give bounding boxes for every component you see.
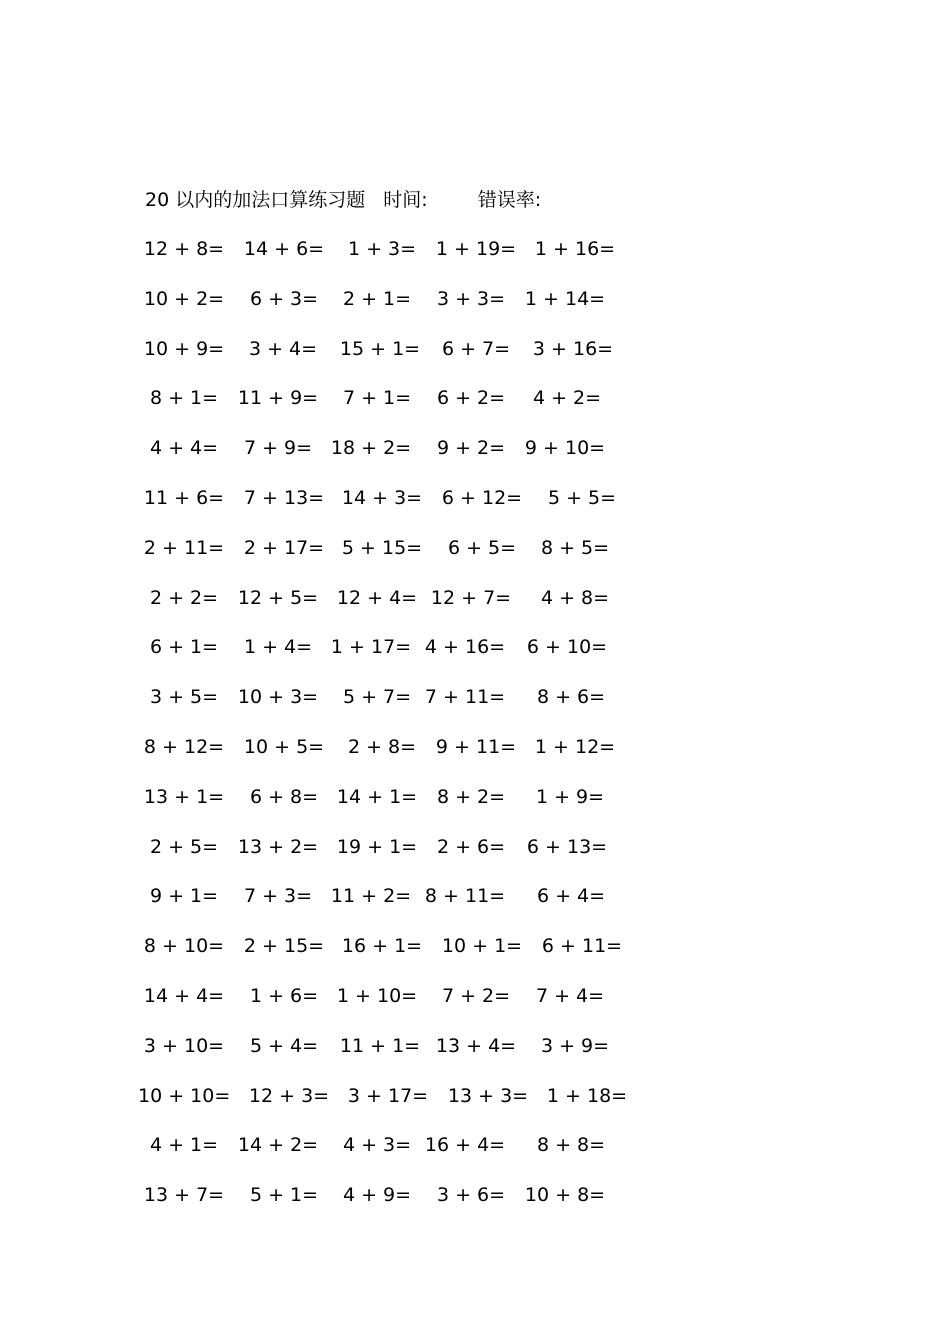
problem-row bbox=[0, 1131, 950, 1181]
problem-row bbox=[0, 335, 950, 385]
addition-problem: 3 + 5= bbox=[149, 686, 219, 709]
addition-problem: 7 + 11= bbox=[424, 686, 506, 709]
addition-problem: 3 + 4= bbox=[248, 337, 318, 360]
addition-problem: 6 + 8= bbox=[249, 785, 319, 808]
addition-problem: 2 + 2= bbox=[149, 586, 219, 609]
addition-problem: 12 + 5= bbox=[237, 586, 319, 609]
addition-problem: 2 + 11= bbox=[143, 536, 225, 559]
error-rate-label: 错误率: bbox=[477, 189, 542, 211]
addition-problem: 14 + 2= bbox=[237, 1134, 319, 1157]
addition-problem: 6 + 10= bbox=[526, 636, 608, 659]
addition-problem: 8 + 12= bbox=[143, 735, 225, 758]
addition-problem: 3 + 17= bbox=[347, 1084, 429, 1107]
addition-problem: 6 + 2= bbox=[436, 387, 506, 410]
addition-problem: 14 + 1= bbox=[336, 785, 418, 808]
addition-problem: 6 + 12= bbox=[441, 486, 523, 509]
addition-problem: 11 + 1= bbox=[339, 1034, 421, 1057]
time-label: 时间: bbox=[383, 189, 428, 211]
addition-problem: 16 + 4= bbox=[424, 1134, 506, 1157]
addition-problem: 13 + 1= bbox=[143, 785, 225, 808]
problem-row bbox=[0, 285, 950, 335]
addition-problem: 4 + 1= bbox=[149, 1134, 219, 1157]
problem-row bbox=[0, 1181, 950, 1231]
addition-problem: 13 + 2= bbox=[237, 835, 319, 858]
addition-problem: 12 + 7= bbox=[430, 586, 512, 609]
problem-row bbox=[0, 733, 950, 783]
addition-problem: 4 + 4= bbox=[149, 437, 219, 460]
addition-problem: 2 + 1= bbox=[342, 287, 412, 310]
addition-problem: 1 + 10= bbox=[336, 984, 418, 1007]
addition-problem: 7 + 2= bbox=[441, 984, 511, 1007]
addition-problem: 16 + 1= bbox=[341, 935, 423, 958]
addition-problem: 8 + 10= bbox=[143, 935, 225, 958]
addition-problem: 6 + 1= bbox=[149, 636, 219, 659]
addition-problem: 11 + 6= bbox=[143, 486, 225, 509]
addition-problem: 5 + 15= bbox=[341, 536, 423, 559]
addition-problem: 7 + 13= bbox=[243, 486, 325, 509]
addition-problem: 6 + 5= bbox=[447, 536, 517, 559]
addition-problem: 3 + 10= bbox=[143, 1034, 225, 1057]
worksheet-title: 20 以内的加法口算练习题 bbox=[145, 189, 366, 211]
problem-row bbox=[0, 1032, 950, 1082]
problem-row bbox=[0, 833, 950, 883]
addition-problem: 6 + 11= bbox=[541, 935, 623, 958]
worksheet-header bbox=[145, 186, 541, 214]
addition-problem: 13 + 4= bbox=[435, 1034, 517, 1057]
addition-problem: 3 + 9= bbox=[540, 1034, 610, 1057]
addition-problem: 2 + 15= bbox=[243, 935, 325, 958]
addition-problem: 8 + 11= bbox=[424, 885, 506, 908]
problem-row bbox=[0, 882, 950, 932]
addition-problem: 3 + 3= bbox=[436, 287, 506, 310]
problem-row bbox=[0, 982, 950, 1032]
addition-problem: 4 + 3= bbox=[342, 1134, 412, 1157]
addition-problem: 9 + 10= bbox=[524, 437, 606, 460]
addition-problem: 12 + 3= bbox=[248, 1084, 330, 1107]
problem-row bbox=[0, 932, 950, 982]
addition-problem: 1 + 16= bbox=[534, 238, 616, 260]
addition-problem: 1 + 18= bbox=[546, 1084, 628, 1107]
addition-problem: 8 + 6= bbox=[536, 686, 606, 709]
addition-problem: 2 + 6= bbox=[436, 835, 506, 858]
addition-problem: 7 + 9= bbox=[243, 437, 313, 460]
addition-problem: 13 + 7= bbox=[143, 1184, 225, 1207]
addition-problem: 10 + 2= bbox=[143, 287, 225, 310]
addition-problem: 1 + 19= bbox=[435, 238, 517, 260]
addition-problem: 8 + 2= bbox=[436, 785, 506, 808]
addition-problem: 5 + 5= bbox=[547, 486, 617, 509]
problem-row bbox=[0, 584, 950, 634]
addition-problem: 2 + 5= bbox=[149, 835, 219, 858]
problem-grid bbox=[0, 235, 950, 1231]
addition-problem: 1 + 6= bbox=[249, 984, 319, 1007]
addition-problem: 18 + 2= bbox=[330, 437, 412, 460]
problem-row bbox=[0, 235, 950, 285]
addition-problem: 1 + 17= bbox=[330, 636, 412, 659]
addition-problem: 1 + 14= bbox=[524, 287, 606, 310]
addition-problem: 12 + 8= bbox=[143, 238, 225, 260]
addition-problem: 1 + 4= bbox=[243, 636, 313, 659]
addition-problem: 10 + 3= bbox=[237, 686, 319, 709]
addition-problem: 6 + 3= bbox=[249, 287, 319, 310]
problem-row bbox=[0, 384, 950, 434]
addition-problem: 1 + 9= bbox=[535, 785, 605, 808]
addition-problem: 2 + 17= bbox=[243, 536, 325, 559]
addition-problem: 8 + 1= bbox=[149, 387, 219, 410]
addition-problem: 4 + 9= bbox=[342, 1184, 412, 1207]
addition-problem: 3 + 16= bbox=[532, 337, 614, 360]
addition-problem: 14 + 6= bbox=[243, 238, 325, 260]
addition-problem: 12 + 4= bbox=[336, 586, 418, 609]
problem-row bbox=[0, 434, 950, 484]
addition-problem: 7 + 1= bbox=[342, 387, 412, 410]
addition-problem: 7 + 3= bbox=[243, 885, 313, 908]
problem-row bbox=[0, 484, 950, 534]
addition-problem: 3 + 6= bbox=[436, 1184, 506, 1207]
addition-problem: 9 + 11= bbox=[435, 735, 517, 758]
problem-row bbox=[0, 683, 950, 733]
addition-problem: 9 + 2= bbox=[436, 437, 506, 460]
addition-problem: 19 + 1= bbox=[336, 835, 418, 858]
addition-problem: 14 + 3= bbox=[341, 486, 423, 509]
addition-problem: 4 + 16= bbox=[424, 636, 506, 659]
addition-problem: 6 + 4= bbox=[536, 885, 606, 908]
addition-problem: 11 + 2= bbox=[330, 885, 412, 908]
addition-problem: 13 + 3= bbox=[447, 1084, 529, 1107]
addition-problem: 9 + 1= bbox=[149, 885, 219, 908]
addition-problem: 8 + 5= bbox=[540, 536, 610, 559]
problem-row bbox=[0, 534, 950, 584]
problem-row bbox=[0, 783, 950, 833]
addition-problem: 5 + 1= bbox=[249, 1184, 319, 1207]
addition-problem: 5 + 7= bbox=[342, 686, 412, 709]
problem-row bbox=[0, 1082, 950, 1132]
addition-problem: 14 + 4= bbox=[143, 984, 225, 1007]
addition-problem: 1 + 12= bbox=[534, 735, 616, 758]
addition-problem: 7 + 4= bbox=[535, 984, 605, 1007]
addition-problem: 10 + 9= bbox=[143, 337, 225, 360]
addition-problem: 2 + 8= bbox=[347, 735, 417, 758]
addition-problem: 8 + 8= bbox=[536, 1134, 606, 1157]
addition-problem: 4 + 2= bbox=[532, 387, 602, 410]
problem-row bbox=[0, 633, 950, 683]
addition-problem: 10 + 5= bbox=[243, 735, 325, 758]
addition-problem: 1 + 3= bbox=[347, 238, 417, 260]
addition-problem: 6 + 13= bbox=[526, 835, 608, 858]
addition-problem: 6 + 7= bbox=[441, 337, 511, 360]
addition-problem: 11 + 9= bbox=[237, 387, 319, 410]
addition-problem: 10 + 8= bbox=[524, 1184, 606, 1207]
addition-problem: 15 + 1= bbox=[339, 337, 421, 360]
addition-problem: 10 + 10= bbox=[138, 1084, 231, 1107]
addition-problem: 10 + 1= bbox=[441, 935, 523, 958]
addition-problem: 5 + 4= bbox=[249, 1034, 319, 1057]
addition-problem: 4 + 8= bbox=[540, 586, 610, 609]
